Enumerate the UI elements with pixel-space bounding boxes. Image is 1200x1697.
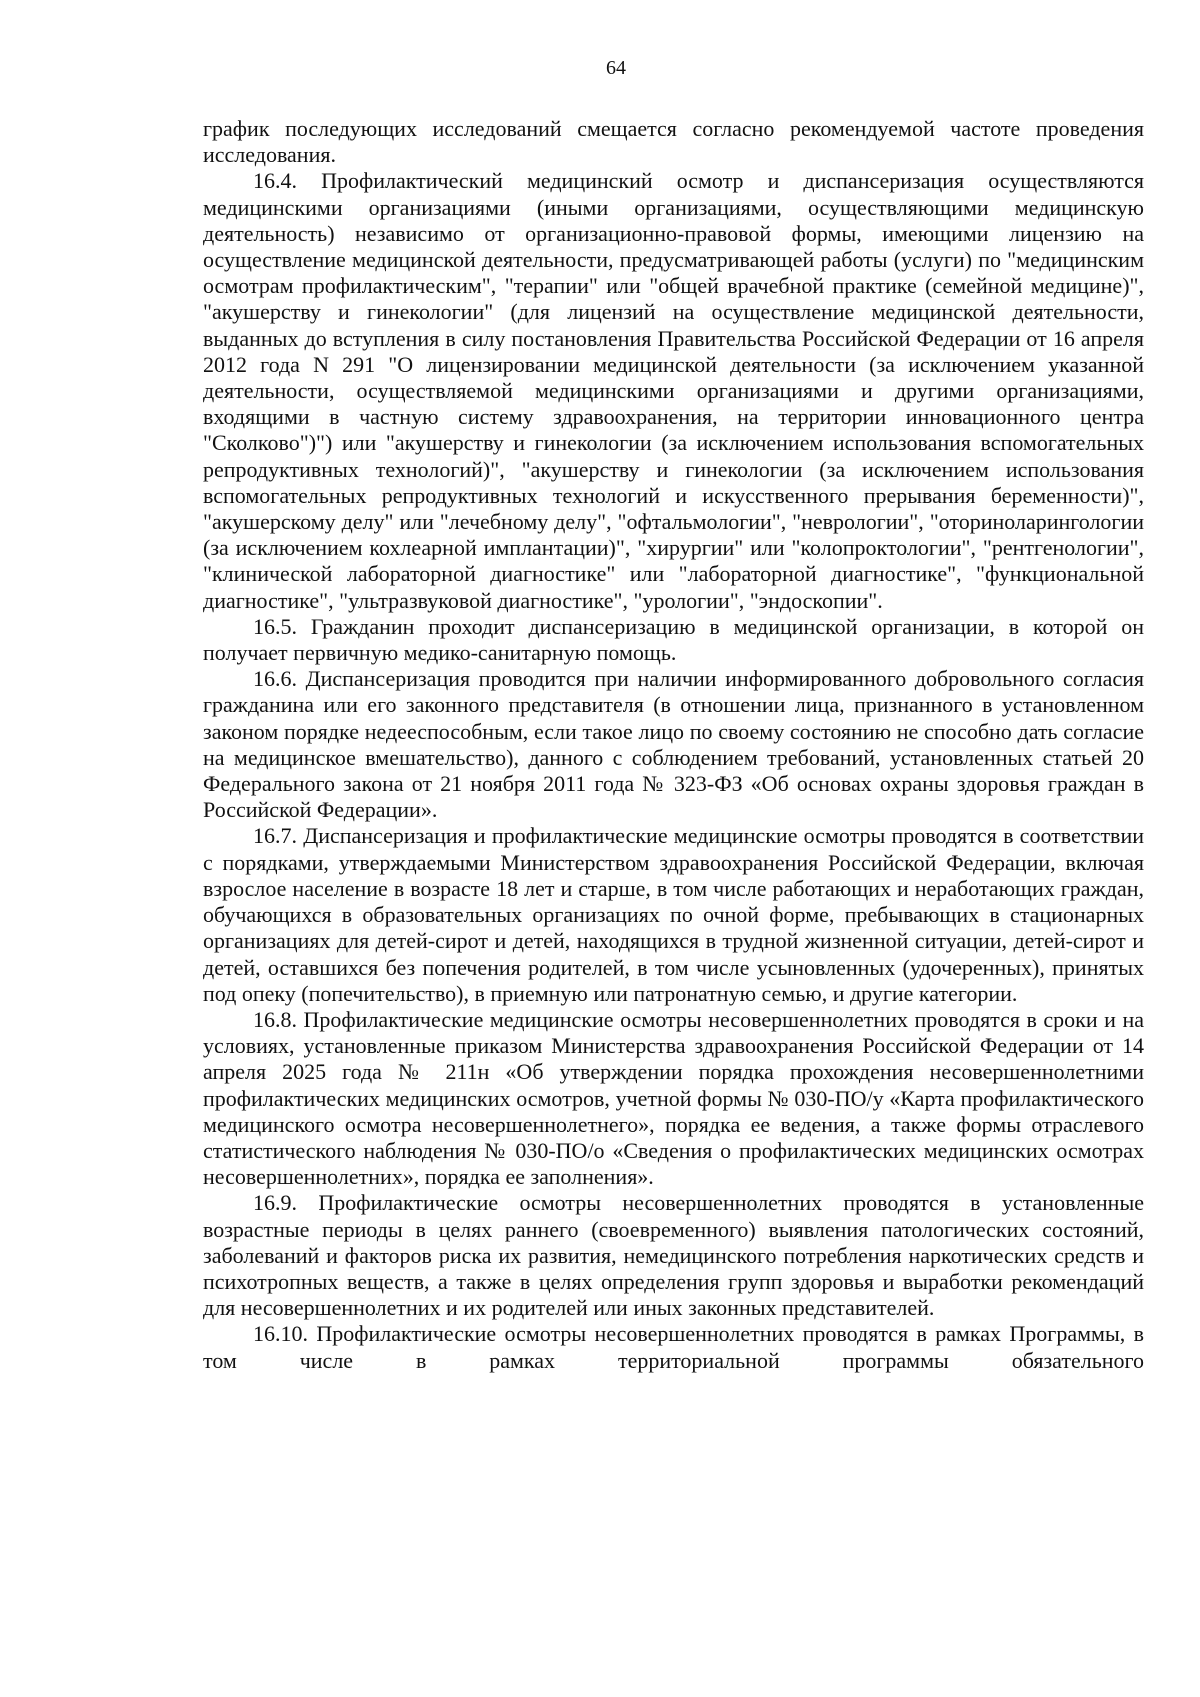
paragraph-16-9: 16.9. Профилактические осмотры несовершеннолетних проводятся в установленные возрастные периоды в целях раннего (своевременного) выявления патологических состояний, заболеваний и факторов риска их развития, немедицинского потребления наркотических средств и психотропных веществ, а также в целях определения групп здоровья и выработки рекомендаций для несовершеннолетних и их родителей или иных законных представителей. — [203, 1190, 1144, 1321]
paragraph-16-7: 16.7. Диспансеризация и профилактические медицинские осмотры проводятся в соответствии с порядками, утверждаемыми Министерством здравоохранения Российской Федерации, включая взрослое население в возрасте 18 лет и старше, в том числе работающих и неработающих граждан, обучающихся в образовательных организациях по очной форме, пребывающих в стационарных организациях для детей-сирот и детей, находящихся в трудной жизненной ситуации, детей-сирот и детей, оставшихся без попечения родителей, в том числе усыновленных (удочеренных), принятых под опеку (попечительство), в приемную или патронатную семью, и другие категории. — [203, 823, 1144, 1006]
paragraph-16-4: 16.4. Профилактический медицинский осмотр и диспансеризация осуществляются медицинскими организациями (иными организациями, осуществляющими медицинскую деятельность) независимо от организационно-правовой формы, имеющими лицензию на осуществление медицинской деятельности, предусматривающей работы (услуги) по "медицинским осмотрам профилактическим", "терапии" или "общей врачебной практике (семейной медицине)", "акушерству и гинекологии" (для лицензий на осуществление медицинской деятельности, выданных до вступления в силу постановления Правительства Российской Федерации от 16 апреля 2012 года N 291 "О лицензировании медицинской деятельности (за исключением указанной деятельности, осуществляемой медицинскими организациями и другими организациями, входящими в частную систему здравоохранения, на территории инновационного центра "Сколково")") или "акушерству и гинекологии (за исключением использования вспомогательных репродуктивных технологий)", "акушерству и гинекологии (за исключением использования вспомогательных репродуктивных технологий и искусственного прерывания беременности)", "акушерскому делу" или "лечебному делу", "офтальмологии", "неврологии", "оториноларингологии (за исключением кохлеарной имплантации)", "хирургии" или "колопроктологии", "рентгенологии", "клинической лабораторной диагностике" или "лабораторной диагностике", "функциональной диагностике", "ультразвуковой диагностике", "урологии", "эндоскопии". — [203, 168, 1144, 613]
paragraph-16-5: 16.5. Гражданин проходит диспансеризацию в медицинской организации, в которой он получает первичную медико-санитарную помощь. — [203, 613, 1144, 666]
document-body — [203, 116, 1144, 1374]
page-number: 64 — [606, 57, 626, 79]
paragraph-16-8: 16.8. Профилактические медицинские осмотры несовершеннолетних проводятся в сроки и на условиях, установленные приказом Министерства здравоохранения Российской Федерации от 14 апреля 2025 года № 211н «Об утверждении порядка прохождения несовершеннолетними профилактических медицинских осмотров, учетной формы № 030-ПО/у «Карта профилактического медицинского осмотра несовершеннолетнего», порядка ее ведения, а также формы отраслевого статистического наблюдения № 030-ПО/о «Сведения о профилактических медицинских осмотрах несовершеннолетних», порядка ее заполнения». — [203, 1006, 1144, 1190]
paragraph-16-6: 16.6. Диспансеризация проводится при наличии информированного добровольного согласия гражданина или его законного представителя (в отношении лица, признанного в установленном законом порядке недееспособным, если такое лицо по своему состоянию не способно дать согласие на медицинское вмешательство), данного с соблюдением требований, установленных статьей 20 Федерального закона от 21 ноября 2011 года № 323-ФЗ «Об основах охраны здоровья граждан в Российской Федерации». — [203, 666, 1144, 823]
paragraph-16-10: 16.10. Профилактические осмотры несовершеннолетних проводятся в рамках Программы, в том числе в рамках территориальной программы обязательного — [203, 1321, 1144, 1373]
paragraph-continuation: график последующих исследований смещается согласно рекомендуемой частоте проведения исследования. — [203, 116, 1144, 168]
